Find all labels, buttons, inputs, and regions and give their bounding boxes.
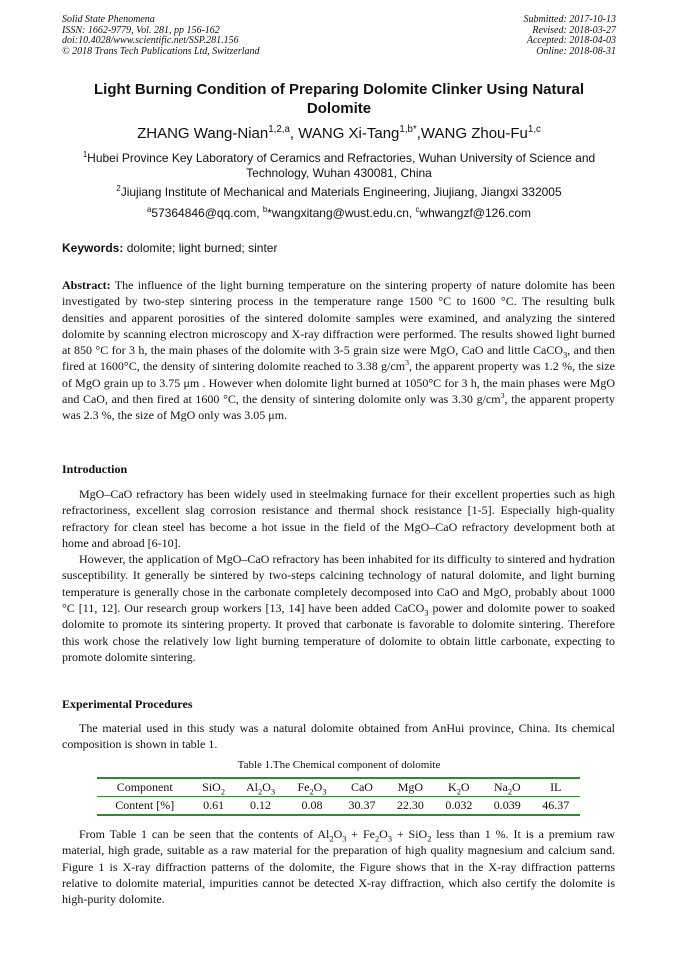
submitted-date: Submitted: 2017-10-13 [523, 14, 616, 25]
journal-info [62, 15, 260, 57]
column-header: IL [550, 780, 562, 794]
table-cell: 0.61 [203, 798, 225, 812]
row-label: Component [116, 780, 173, 794]
affiliation-2 [62, 185, 616, 200]
paragraph-text: However, the application of MgO–CaO refractory has been inhabited for its difficulty to sintered and hydration susceptibility. It generally be sintered by two-steps calcining technology of natural dolomite, and light burning temperature is generally chose in the carbonate completely decomposed into CaO and MgO, probably about 1000 °C [11, 12]. Our research group workers [13, 14] have been added CaCO [62, 552, 615, 616]
author-separator: , [289, 125, 299, 142]
introduction-body [62, 486, 615, 665]
author-name: WANG Xi-Tang [298, 125, 400, 142]
paragraph: From Table 1 can be seen that the contents of $Al_2O_3 + Fe_2O_3 + SiO_2$ less than 1 %. It is a premium raw material, high grade, suitable as a raw material for the preparation of high quality magnesium and calcium sand. Figure 1 is X-ray diffraction patterns of the dolomite, the Figure shows that in the X-ray diffraction patterns relative to dolomite material, impurities cannot be detected X-ray diffraction, which also certify the dolomite is high-purity dolomite. [62, 827, 615, 907]
keywords [62, 241, 616, 255]
author-superscript: 1,b* [399, 124, 417, 135]
table-cell: 30.37 [348, 798, 376, 812]
column-header: $Al_2O_3$ [246, 780, 276, 797]
abstract-text: , the apparent property was 2.3 %, the size of MgO only was 3.05 μm. [62, 392, 615, 423]
column-header: MgO [397, 780, 424, 794]
author-name: WANG Zhou-Fu [420, 125, 528, 142]
table-header-row [97, 778, 580, 797]
subscript: 3 [424, 608, 429, 618]
subscript: 3 [563, 350, 568, 360]
section-heading-experimental: Experimental Procedures [62, 697, 193, 711]
author-superscript: 1,c [527, 124, 541, 135]
email-marker: c [415, 205, 420, 214]
experimental-body [62, 720, 615, 753]
abstract [62, 277, 615, 424]
affiliation-marker: 1 [82, 150, 88, 159]
row-label: Content [%] [115, 798, 175, 812]
table-caption: Table 1.The Chemical component of dolomite [237, 759, 441, 771]
abstract-text: The influence of the light burning temperature on the sintering property of nature dolomite has been investigated by two-step sintering process in the temperature range 1500 °C to 1600 °C. The resulting bulk densities and apparent porosities of the sintered dolomite samples were examined, and analyzing the sintered dolomite by scanning electron microscopy and X-ray diffraction were performed. The results showed light burned at 850 °C for 3 h, the main phases of the dolomite with 3-5 grain size were MgO, CaO and little CaCO [62, 278, 615, 358]
column-header: CaO [350, 780, 373, 794]
table-cell: 46.37 [542, 798, 570, 812]
author-emails [62, 206, 616, 221]
email-marker: a [146, 205, 152, 214]
section-heading-introduction: Introduction [62, 462, 128, 476]
column-header: $Na_2O$ [493, 780, 521, 797]
table-cell: 22.30 [396, 798, 424, 812]
doi-line: doi:10.4028/www.scientific.net/SSP.281.156 [62, 35, 239, 46]
author-separator: , [416, 125, 421, 142]
paragraph: MgO–CaO refractory has been widely used in steelmaking furnace for their excellent properties such as high refractoriness, excellent slag corrosion resistance and thermal shock resistance [1-5]. Especially high-quality refractory for clean steel has become a hot issue in the field of the MgO–CaO refractory development both at home and abroad [6-10]. [62, 487, 615, 550]
author-list [62, 125, 616, 143]
column-header: $Fe_2O_3$ [297, 780, 327, 797]
column-header: SiO$_2$ [202, 780, 226, 797]
affiliation-marker: 2 [116, 184, 121, 193]
keywords-text: dolomite; light burned; sinter [123, 241, 278, 255]
keywords-label: Keywords: [62, 241, 124, 255]
table-discussion [62, 826, 615, 907]
copyright-line: © 2018 Trans Tech Publications Ltd, Switzerland [62, 45, 260, 57]
publication-dates [524, 15, 617, 57]
revised-date: Revised: 2018-03-27 [532, 24, 616, 36]
accepted-date: Accepted: 2018-04-03 [526, 35, 616, 46]
author-superscript: 1,2,a [268, 124, 290, 135]
table-cell: 0.039 [493, 798, 521, 812]
table-cell: 0.032 [445, 798, 473, 812]
issn-line: ISSN: 1662-9779, Vol. 281, pp 156-162 [62, 24, 220, 36]
table-cell: 0.12 [250, 798, 272, 812]
affiliation-1 [62, 151, 616, 181]
paragraph-text: power and dolomite power to soaked dolomite to promote its sintering property. It proved that carbonate is favorable to dolomite sintering. Therefore this work chose the relatively low light burning temperature of dolomite to obtain little carbonate, expecting to promote dolomite sintering. [62, 601, 616, 664]
abstract-text: , the apparent property was 1.2 %, the size of MgO grain up to 3.75 μm . However when dolomite light burned at 1050°C for 3 h, the main phases were MgO and CaO, and then fired at 1600 °C, the density of sintering dolomite only was 3.30 g/cm [62, 359, 615, 407]
author-name: ZHANG Wang-Nian [137, 125, 269, 142]
email-address[interactable]: *wangxitang@wust.edu.cn, [267, 206, 416, 220]
affiliation-text: Jiujiang Institute of Mechanical and Materials Engineering, Jiujiang, Jiangxi 332005 [120, 185, 562, 199]
paragraph: The material used in this study was a natural dolomite obtained from AnHui province, China. Its chemical composition is shown in table 1. [62, 721, 615, 752]
affiliation-text: Hubei Province Key Laboratory of Ceramics and Refractories, Wuhan University of Science and Technology, Wuhan 430081, China [87, 151, 596, 180]
abstract-text: , and then fired at 1600°C, the density of sintering dolomite reached to 3.38 g/cm [62, 343, 615, 374]
column-header: $K_2O$ [448, 780, 470, 797]
superscript: 3 [405, 358, 409, 368]
email-address[interactable]: 57364846@qq.com, [151, 206, 263, 220]
chemical-composition-table [97, 777, 580, 816]
email-marker: b [262, 205, 268, 214]
table-row [97, 797, 580, 816]
journal-name: Solid State Phenomena [62, 14, 155, 25]
paragraph [62, 551, 615, 665]
email-address[interactable]: whwangzf@126.com [419, 206, 532, 220]
paper-title: Light Burning Condition of Preparing Dolomite Clinker Using Natural Dolomite [94, 81, 584, 117]
superscript: 3 [500, 391, 505, 401]
table-cell: 0.08 [301, 798, 323, 812]
online-date: Online: 2018-08-31 [536, 45, 616, 57]
abstract-label: Abstract: [62, 278, 111, 292]
